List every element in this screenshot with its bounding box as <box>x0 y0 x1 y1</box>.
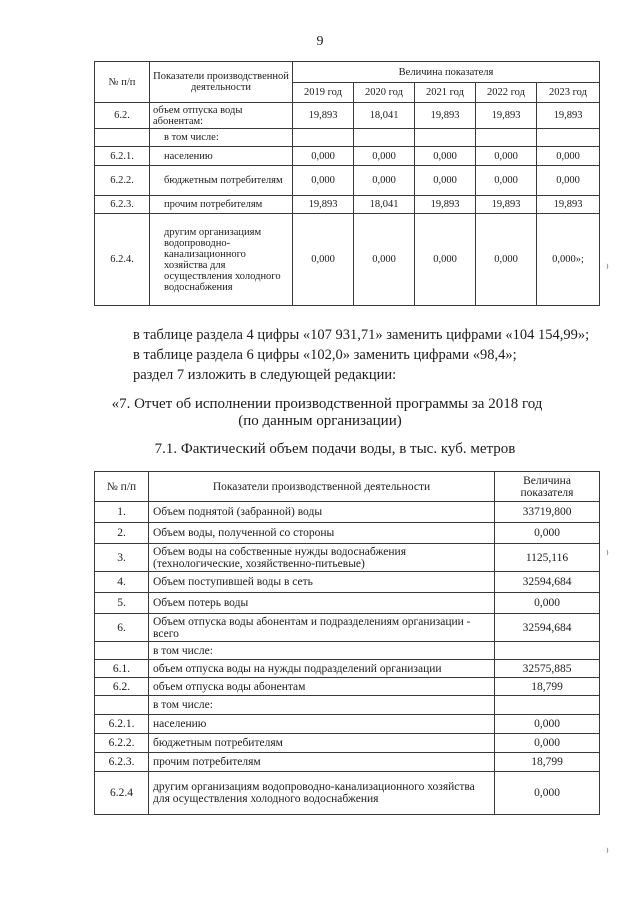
header-year: 2021 год <box>415 83 476 103</box>
row-value: 0,000 <box>495 523 600 544</box>
row-label: Объем воды, полученной со стороны <box>149 523 495 544</box>
row-label: населению <box>149 715 495 734</box>
header-year: 2023 год <box>537 83 600 103</box>
row-num: 2. <box>95 523 149 544</box>
row-num: 6.1. <box>95 660 149 678</box>
table-row <box>95 614 600 642</box>
row-num: 1. <box>95 502 149 523</box>
table-row <box>95 593 600 614</box>
row-value: 19,893 <box>537 103 600 129</box>
table-row <box>95 502 600 523</box>
row-label: другим организациям водопроводно-канализационного хозяйства для осуществления холодного водоснабжения <box>149 772 495 815</box>
paragraph-amendment-section6: в таблице раздела 6 цифры «102,0» заменить цифрами «98,4»; <box>133 347 517 363</box>
row-label: Объем поступившей воды в сеть <box>149 572 495 593</box>
header-indicator: Показатели производственной деятельности <box>150 62 293 103</box>
row-value: 0,000»; <box>537 214 600 306</box>
row-value: 32594,684 <box>495 614 600 642</box>
section-subtitle: (по данным организации) <box>238 413 402 429</box>
row-num: 5. <box>95 593 149 614</box>
row-num: 6. <box>95 614 149 642</box>
row-value: 0,000 <box>495 734 600 753</box>
header-year: 2022 год <box>476 83 537 103</box>
row-label: в том числе: <box>149 642 495 660</box>
row-value: 0,000 <box>495 772 600 815</box>
row-value <box>537 129 600 147</box>
header-value-group: Величина показателя <box>293 62 600 83</box>
row-label: бюджетным потребителям <box>149 734 495 753</box>
row-value: 1125,116 <box>495 544 600 572</box>
row-label: объем отпуска воды на нужды подразделений организации <box>149 660 495 678</box>
table-row <box>95 678 600 696</box>
row-value <box>293 129 354 147</box>
table-row <box>95 660 600 678</box>
table-row <box>95 696 600 715</box>
row-value: 0,000 <box>354 147 415 166</box>
row-value <box>495 696 600 715</box>
header-indicator: Показатели производственной деятельности <box>149 472 495 502</box>
section-title: «7. Отчет об исполнении производственной программы за 2018 год <box>111 396 543 412</box>
subsection-title: 7.1. Фактический объем подачи воды, в тыс. куб. метров <box>154 441 516 457</box>
row-label: Объем поднятой (забранной) воды <box>149 502 495 523</box>
row-label: Объем воды на собственные нужды водоснабжения (технологические, хозяйственно-питьевые) <box>149 544 495 572</box>
row-value: 0,000 <box>354 214 415 306</box>
row-num: 6.2. <box>95 103 150 129</box>
table-row <box>95 196 600 214</box>
row-value <box>354 129 415 147</box>
row-label: прочим потребителям <box>150 196 293 214</box>
table-actual-water-supply <box>94 471 600 815</box>
table-production-forecast <box>94 61 600 306</box>
row-value: 19,893 <box>537 196 600 214</box>
margin-tick-mark: ⁾ <box>606 263 609 275</box>
page-number: 9 <box>316 34 324 49</box>
row-value: 33719,800 <box>495 502 600 523</box>
table-row <box>95 572 600 593</box>
table-row <box>95 772 600 815</box>
row-value: 19,893 <box>293 196 354 214</box>
row-num: 6.2.3. <box>95 196 150 214</box>
row-num: 6.2. <box>95 678 149 696</box>
row-value: 0,000 <box>537 147 600 166</box>
table-row <box>95 103 600 129</box>
paragraph-amendment-section4: в таблице раздела 4 цифры «107 931,71» заменить цифрами «104 154,99»; <box>133 327 590 343</box>
table-row <box>95 734 600 753</box>
row-value: 0,000 <box>293 166 354 196</box>
row-value: 0,000 <box>476 147 537 166</box>
row-label: Объем потерь воды <box>149 593 495 614</box>
table-row <box>95 166 600 196</box>
row-value: 19,893 <box>476 196 537 214</box>
row-value: 0,000 <box>495 593 600 614</box>
row-num: 3. <box>95 544 149 572</box>
row-num <box>95 696 149 715</box>
row-value: 0,000 <box>495 715 600 734</box>
table-row <box>95 214 600 306</box>
row-value: 18,799 <box>495 678 600 696</box>
row-value: 18,041 <box>354 196 415 214</box>
row-value: 0,000 <box>476 166 537 196</box>
table-row <box>95 523 600 544</box>
row-label: объем отпуска воды абонентам <box>149 678 495 696</box>
row-label: другим организациям водопроводно-канализационного хозяйства для осуществления холодного водоснабжения <box>150 214 293 306</box>
row-num: 6.2.4 <box>95 772 149 815</box>
row-label: Объем отпуска воды абонентам и подразделениям организации - всего <box>149 614 495 642</box>
header-value: Величина показателя <box>495 472 600 502</box>
table-row <box>95 544 600 572</box>
table-row <box>95 753 600 772</box>
row-num: 6.2.1. <box>95 715 149 734</box>
row-value: 0,000 <box>537 166 600 196</box>
row-value: 0,000 <box>415 166 476 196</box>
margin-tick-mark: ⁾ <box>606 549 609 561</box>
table-row <box>95 147 600 166</box>
row-label: в том числе: <box>149 696 495 715</box>
row-value: 0,000 <box>415 147 476 166</box>
margin-tick-mark: ⁾ <box>606 847 609 859</box>
row-value: 32575,885 <box>495 660 600 678</box>
row-value <box>415 129 476 147</box>
header-num: № п/п <box>95 472 149 502</box>
row-value: 0,000 <box>293 214 354 306</box>
row-value: 18,799 <box>495 753 600 772</box>
row-num: 6.2.2. <box>95 734 149 753</box>
table-row <box>95 129 600 147</box>
row-num: 6.2.3. <box>95 753 149 772</box>
row-num: 6.2.4. <box>95 214 150 306</box>
row-value: 18,041 <box>354 103 415 129</box>
row-num <box>95 642 149 660</box>
row-value: 0,000 <box>293 147 354 166</box>
row-value: 0,000 <box>476 214 537 306</box>
row-value: 19,893 <box>293 103 354 129</box>
row-label: населению <box>150 147 293 166</box>
row-label: в том числе: <box>150 129 293 147</box>
row-value: 19,893 <box>415 196 476 214</box>
row-num: 4. <box>95 572 149 593</box>
table-row <box>95 715 600 734</box>
paragraph-amendment-section7: раздел 7 изложить в следующей редакции: <box>133 367 397 383</box>
header-num: № п/п <box>95 62 150 103</box>
row-value: 19,893 <box>476 103 537 129</box>
row-value: 32594,684 <box>495 572 600 593</box>
row-label: объем отпуска воды абонентам: <box>150 103 293 129</box>
row-value: 0,000 <box>415 214 476 306</box>
row-value <box>495 642 600 660</box>
row-label: прочим потребителям <box>149 753 495 772</box>
row-num: 6.2.2. <box>95 166 150 196</box>
row-num: 6.2.1. <box>95 147 150 166</box>
header-year: 2019 год <box>293 83 354 103</box>
row-label: бюджетным потребителям <box>150 166 293 196</box>
row-value: 0,000 <box>354 166 415 196</box>
row-value: 19,893 <box>415 103 476 129</box>
row-num <box>95 129 150 147</box>
row-value <box>476 129 537 147</box>
header-year: 2020 год <box>354 83 415 103</box>
table-row <box>95 642 600 660</box>
